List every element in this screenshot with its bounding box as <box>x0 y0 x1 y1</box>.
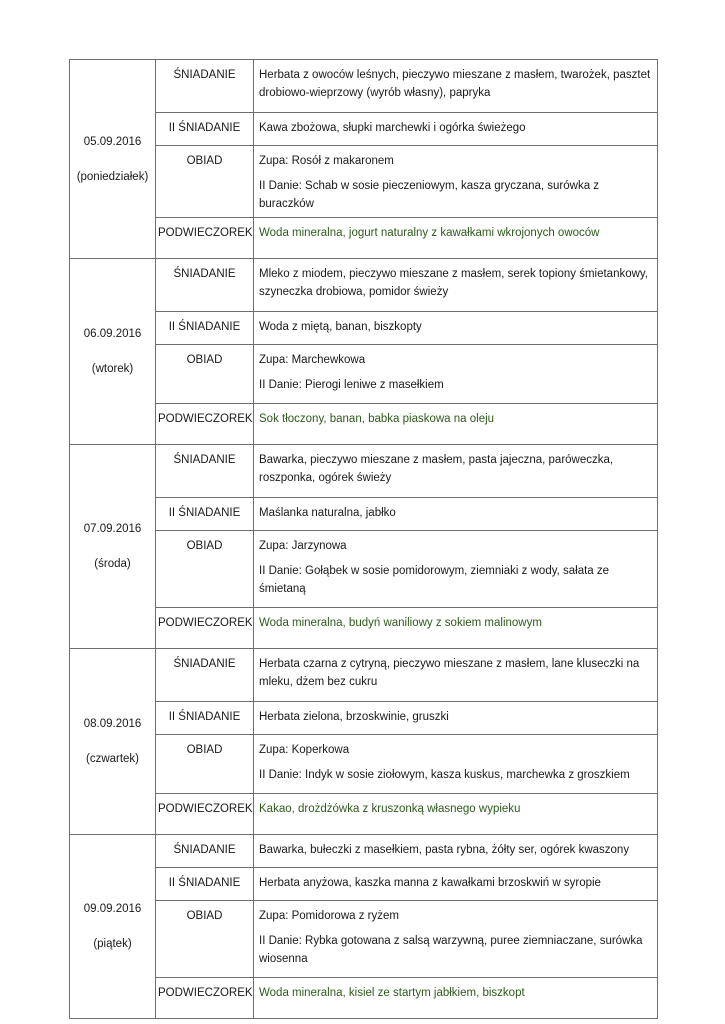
day-weekday: (środa) <box>94 558 131 570</box>
meal-row-afternoon-snack <box>70 978 658 1019</box>
day-date: 09.09.2016 <box>83 903 142 915</box>
meal-label: II ŚNIADANIE <box>156 113 254 146</box>
meal-description <box>254 498 658 531</box>
menu-text: Kawa zbożowa, słupki marchewki i ogórka świeżego <box>259 122 526 134</box>
day-cell <box>70 649 156 835</box>
meal-description <box>254 60 658 113</box>
meal-label: OBIAD <box>156 146 254 218</box>
meal-row-second-breakfast <box>70 868 658 901</box>
meal-label: OBIAD <box>156 735 254 794</box>
meal-row-second-breakfast <box>70 113 658 146</box>
meal-label: ŚNIADANIE <box>156 60 254 113</box>
meal-row-second-breakfast <box>70 498 658 531</box>
meal-description <box>254 735 658 794</box>
meal-label: II ŚNIADANIE <box>156 498 254 531</box>
meal-description <box>254 146 658 218</box>
meal-label: ŚNIADANIE <box>156 259 254 312</box>
soup-line: Zupa: Pomidorowa z ryżem <box>259 910 399 922</box>
meal-row-lunch <box>70 345 658 404</box>
meal-description <box>254 404 658 445</box>
meal-label: ŚNIADANIE <box>156 445 254 498</box>
meal-label: OBIAD <box>156 345 254 404</box>
soup-line: Zupa: Rosół z makaronem <box>259 155 394 167</box>
meal-description <box>254 978 658 1019</box>
menu-text: Woda mineralna, jogurt naturalny z kawałkami wkrojonych owoców <box>259 227 600 239</box>
menu-text: Herbata zielona, brzoskwinie, gruszki <box>259 711 449 723</box>
menu-text: Sok tłoczony, banan, babka piaskowa na oleju <box>259 413 495 425</box>
day-date: 05.09.2016 <box>83 135 142 148</box>
meal-label: II ŚNIADANIE <box>156 702 254 735</box>
menu-text: Herbata z owoców leśnych, pieczywo mieszane z masłem, twarożek, pasztet drobiowo-wieprzowy (wyrób własny), papryka <box>259 69 651 99</box>
day-cell <box>70 835 156 1019</box>
meal-label: II ŚNIADANIE <box>156 868 254 901</box>
meal-label: II ŚNIADANIE <box>156 312 254 345</box>
meal-row-breakfast <box>70 649 658 702</box>
meal-description <box>254 649 658 702</box>
meal-description <box>254 312 658 345</box>
menu-text: Herbata anyżowa, kaszka manna z kawałkami brzoskwiń w syropie <box>259 877 601 889</box>
meal-description <box>254 794 658 835</box>
day-weekday: (czwartek) <box>85 753 140 765</box>
meal-row-lunch <box>70 901 658 978</box>
meal-row-afternoon-snack <box>70 794 658 835</box>
meal-description <box>254 445 658 498</box>
meal-description <box>254 531 658 608</box>
meal-row-afternoon-snack <box>70 608 658 649</box>
day-cell <box>70 259 156 445</box>
meal-label: PODWIECZOREK <box>156 978 254 1019</box>
meal-label: PODWIECZOREK <box>156 794 254 835</box>
meal-description <box>254 901 658 978</box>
menu-table-body <box>70 60 658 1019</box>
main-course-line: II Danie: Indyk w sosie ziołowym, kasza kuskus, marchewka z groszkiem <box>259 769 630 781</box>
meal-description <box>254 835 658 868</box>
meal-description <box>254 608 658 649</box>
meal-label: PODWIECZOREK <box>156 608 254 649</box>
menu-text: Maślanka naturalna, jabłko <box>259 507 396 519</box>
meal-description <box>254 259 658 312</box>
main-course-line: II Danie: Gołąbek w sosie pomidorowym, ziemniaki z wody, sałata ze śmietaną <box>259 565 610 595</box>
day-weekday: (poniedziałek) <box>76 170 149 183</box>
meal-row-breakfast <box>70 60 658 113</box>
menu-text: Bawarka, pieczywo mieszane z masłem, pasta jajeczna, paróweczka, roszponka, ogórek świeży <box>259 454 614 484</box>
meal-label: PODWIECZOREK <box>156 218 254 259</box>
meal-row-second-breakfast <box>70 312 658 345</box>
weekly-menu-table <box>69 59 658 1019</box>
meal-row-afternoon-snack <box>70 218 658 259</box>
meal-description <box>254 218 658 259</box>
day-weekday: (piątek) <box>93 938 132 950</box>
meal-row-lunch <box>70 531 658 608</box>
menu-text: Kakao, drożdżówka z kruszonką własnego wypieku <box>259 803 521 815</box>
day-weekday: (wtorek) <box>91 363 134 375</box>
menu-text: Woda mineralna, budyń waniliowy z sokiem malinowym <box>259 617 542 629</box>
meal-label: OBIAD <box>156 901 254 978</box>
meal-description <box>254 868 658 901</box>
meal-row-breakfast <box>70 835 658 868</box>
meal-description <box>254 113 658 146</box>
menu-text: Woda z miętą, banan, biszkopty <box>259 321 422 333</box>
menu-text: Herbata czarna z cytryną, pieczywo mieszane z masłem, lane kluseczki na mleku, dżem bez cukru <box>259 658 640 688</box>
day-cell <box>70 60 156 259</box>
main-course-line: II Danie: Rybka gotowana z salsą warzywną, puree ziemniaczane, surówka wiosenna <box>259 935 643 965</box>
day-date: 06.09.2016 <box>83 328 142 340</box>
meal-label: OBIAD <box>156 531 254 608</box>
meal-label: ŚNIADANIE <box>156 835 254 868</box>
soup-line: Zupa: Marchewkowa <box>259 354 366 366</box>
meal-label: PODWIECZOREK <box>156 404 254 445</box>
meal-row-lunch <box>70 146 658 218</box>
meal-description <box>254 345 658 404</box>
day-date: 08.09.2016 <box>83 718 142 730</box>
menu-text: Woda mineralna, kisiel ze startym jabłkiem, biszkopt <box>259 987 525 999</box>
meal-label: ŚNIADANIE <box>156 649 254 702</box>
main-course-line: II Danie: Schab w sosie pieczeniowym, kasza gryczana, surówka z buraczków <box>259 180 600 210</box>
soup-line: Zupa: Jarzynowa <box>259 540 347 552</box>
day-date: 07.09.2016 <box>83 523 142 535</box>
meal-row-second-breakfast <box>70 702 658 735</box>
meal-row-breakfast <box>70 259 658 312</box>
meal-row-lunch <box>70 735 658 794</box>
main-course-line: II Danie: Pierogi leniwe z masełkiem <box>259 379 444 391</box>
meal-description <box>254 702 658 735</box>
meal-row-afternoon-snack <box>70 404 658 445</box>
soup-line: Zupa: Koperkowa <box>259 744 350 756</box>
menu-text: Mleko z miodem, pieczywo mieszane z masłem, serek topiony śmietankowy, szyneczka drobiowa, pomidor świeży <box>259 268 649 298</box>
menu-text: Bawarka, bułeczki z masełkiem, pasta rybna, żółty ser, ogórek kwaszony <box>259 844 630 856</box>
meal-row-breakfast <box>70 445 658 498</box>
day-cell <box>70 445 156 649</box>
